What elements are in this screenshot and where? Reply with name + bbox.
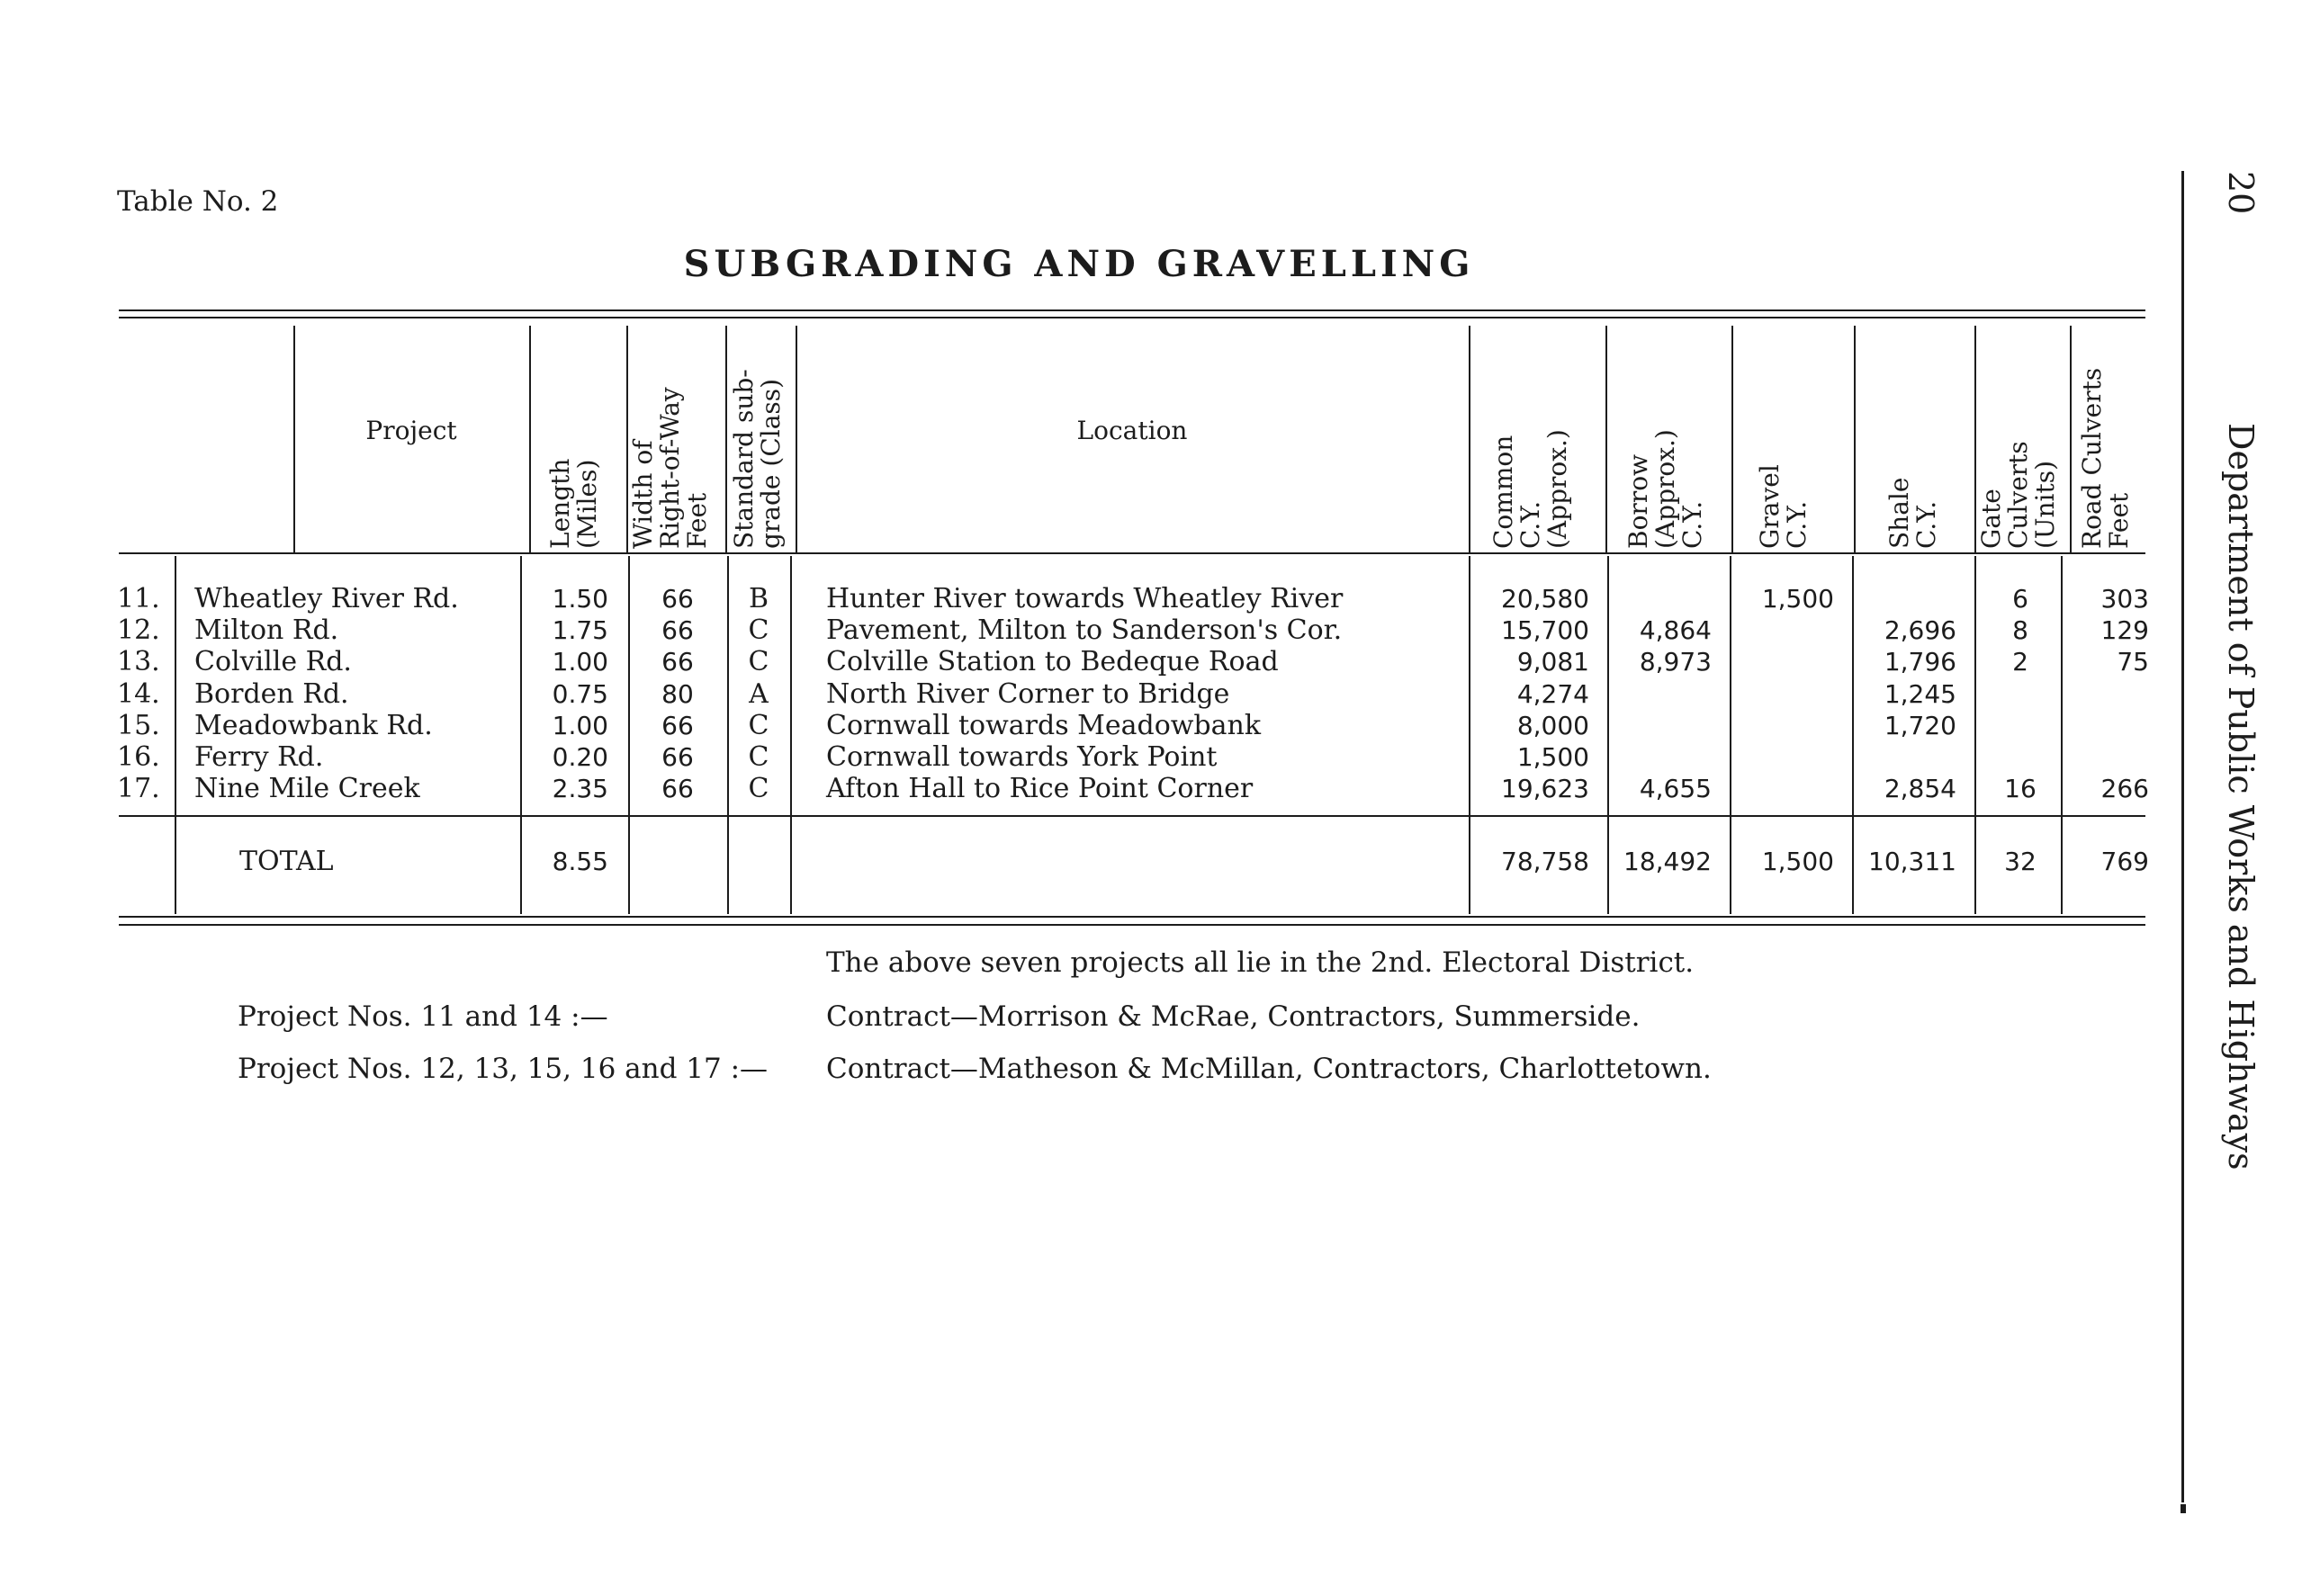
gate-culverts [1978,678,2063,711]
project-name: Wheatley River Rd. [194,583,459,614]
borrow-cy [1611,710,1712,742]
location: Colville Station to Bedeque Road [826,646,1279,678]
total-gravel: 1,500 [1761,847,1834,876]
column-divider [1730,556,1731,914]
table-rule [119,924,2145,926]
common-cy: 20,580 [1501,584,1589,614]
location: Pavement, Milton to Sanderson's Cor. [826,614,1343,647]
column-header-location: Location [1076,416,1188,445]
length-miles: 0.20 [552,742,608,772]
column-divider [1469,326,1470,552]
column-divider [1854,326,1856,552]
length-miles: 1.75 [552,615,608,646]
common-cy: 15,700 [1501,615,1589,646]
column-header-length: Length (Miles) [545,458,602,549]
shale-cy: 1,245 [1884,678,1956,709]
road-culverts [2064,678,2149,711]
subgrade-class: C [748,614,769,647]
column-header-gate-culverts: Gate Culverts (Units) [1976,441,2060,549]
column-header-road-culverts: Road Culverts Feet [2077,367,2134,549]
borrow-cy [1611,583,1712,615]
common-cy: 19,623 [1501,774,1589,804]
gravel-cy: 1,500 [1761,584,1834,614]
margin-mark [2181,1504,2186,1513]
length-miles: 1.50 [552,584,608,614]
project-name: Ferry Rd. [194,741,324,773]
location: Cornwall towards York Point [826,741,1218,773]
project-name: Milton Rd. [194,614,339,647]
column-divider [1469,556,1470,914]
width-feet: 66 [661,774,694,804]
borrow-cy: 4,864 [1639,615,1712,646]
shale-cy: 2,854 [1884,774,1956,804]
total-length: 8.55 [552,847,608,876]
subgrade-class: A [749,677,769,710]
width-feet: 66 [661,647,694,677]
subgrade-class: C [748,773,769,805]
column-divider [725,326,727,552]
road-culverts: 266 [2100,774,2149,804]
column-divider [1974,556,1976,914]
column-header-standard-subgrade: Standard sub- grade (Class) [729,369,786,549]
table-label: Table No. 2 [117,185,279,218]
total-label: TOTAL [239,846,334,877]
column-divider [1605,326,1607,552]
subgrade-class: C [748,741,769,773]
gate-culverts: 2 [2012,647,2028,677]
common-cy: 4,274 [1516,678,1589,709]
width-feet: 80 [661,678,694,709]
total-gate: 32 [2004,847,2037,876]
shale-cy [1856,741,1956,774]
project-name: Meadowbank Rd. [194,709,433,741]
gate-culverts [1978,741,2063,774]
borrow-cy [1611,741,1712,774]
column-divider [529,326,531,552]
gate-culverts: 8 [2012,615,2028,646]
shale-cy: 1,720 [1884,710,1956,740]
column-header-common: Common C.Y. (Approx.) [1488,429,1572,549]
shale-cy: 2,696 [1884,615,1956,646]
row-number: 15. [117,709,160,741]
shale-cy: 1,796 [1884,647,1956,677]
length-miles: 1.00 [552,710,608,740]
row-number: 12. [117,614,160,647]
gate-culverts: 16 [2004,774,2037,804]
column-divider [2070,326,2072,552]
road-culverts [2064,710,2149,742]
total-common: 78,758 [1501,847,1589,876]
length-miles: 1.00 [552,647,608,677]
page-number: 20 [2221,171,2261,215]
column-header-borrow: Borrow (Approx.) C.Y. [1623,429,1707,549]
department-name: Department of Public Works and Highways [2221,423,2261,1170]
gravel-cy [1733,646,1834,678]
road-culverts: 75 [2117,647,2149,677]
subgrade-class: C [748,709,769,741]
total-road: 769 [2100,847,2149,876]
width-feet: 66 [661,584,694,614]
total-borrow: 18,492 [1623,847,1712,876]
length-miles: 0.75 [552,678,608,709]
project-name: Nine Mile Creek [194,773,420,805]
gate-culverts [1978,710,2063,742]
margin-rule [2181,171,2184,1502]
borrow-cy: 4,655 [1639,774,1712,804]
length-miles: 2.35 [552,774,608,804]
table-rule [119,552,2145,554]
row-number: 16. [117,741,160,773]
road-culverts [2064,741,2149,774]
row-number: 17. [117,773,160,805]
column-divider [1731,326,1733,552]
row-number: 13. [117,646,160,678]
contract-label: Project Nos. 11 and 14 :— [238,1000,608,1033]
borrow-cy [1611,678,1712,711]
location: North River Corner to Bridge [826,677,1230,710]
project-name: Colville Rd. [194,646,352,678]
width-feet: 66 [661,710,694,740]
contract-text: Contract—Matheson & McMillan, Contractors, Charlottetown. [826,1053,1712,1085]
common-cy: 1,500 [1516,742,1589,772]
table-rule [119,309,2145,311]
table-rule [119,916,2145,918]
column-divider [175,556,176,914]
column-header-shale: Shale C.Y. [1884,477,1941,549]
column-header-project: Project [365,416,457,445]
road-culverts: 129 [2100,615,2149,646]
gravel-cy [1733,741,1834,774]
row-number: 11. [117,583,160,614]
project-name: Borden Rd. [194,677,349,710]
column-header-width: Width of Right-of-Way Feet [628,387,712,549]
common-cy: 8,000 [1516,710,1589,740]
gate-culverts: 6 [2012,584,2028,614]
column-divider [790,556,792,914]
page-title: SUBGRADING AND GRAVELLING [683,243,1475,285]
location: Hunter River towards Wheatley River [826,583,1344,614]
contract-label: Project Nos. 12, 13, 15, 16 and 17 :— [238,1053,769,1085]
gravel-cy [1733,678,1834,711]
contract-text: Contract—Morrison & McRae, Contractors, Summerside. [826,1000,1641,1033]
shale-cy [1856,583,1956,615]
width-feet: 66 [661,742,694,772]
location: Afton Hall to Rice Point Corner [826,773,1254,805]
total-shale: 10,311 [1868,847,1956,876]
gravel-cy [1733,614,1834,647]
borrow-cy: 8,973 [1639,647,1712,677]
common-cy: 9,081 [1516,647,1589,677]
subgrade-class: C [748,646,769,678]
table-rule [119,815,2145,817]
column-divider [1607,556,1609,914]
gravel-cy [1733,773,1834,805]
subgrade-class: B [748,583,769,614]
column-header-gravel: Gravel C.Y. [1755,464,1812,549]
summary-note: The above seven projects all lie in the 2nd. Electoral District. [826,946,1695,979]
location: Cornwall towards Meadowbank [826,709,1262,741]
width-feet: 66 [661,615,694,646]
road-culverts: 303 [2100,584,2149,614]
table-rule [119,317,2145,318]
gravel-cy [1733,710,1834,742]
column-divider [520,556,522,914]
column-divider [1852,556,1854,914]
running-head [2216,171,2261,1340]
row-number: 14. [117,677,160,710]
